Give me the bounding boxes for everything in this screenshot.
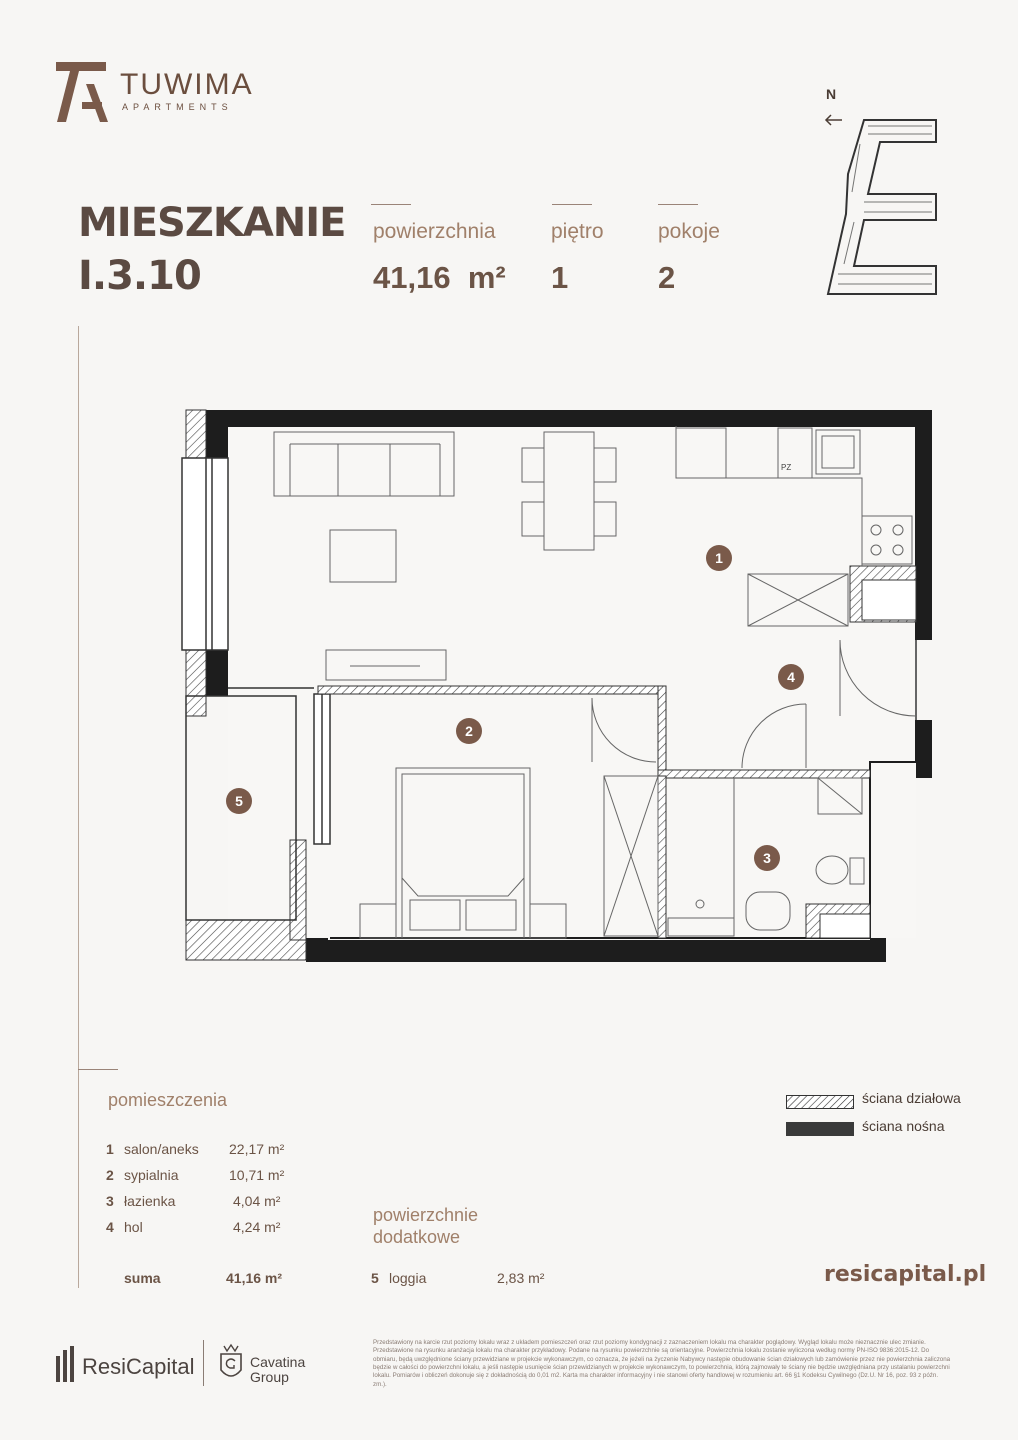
legal-disclaimer: Przedstawiony na karcie rzut poziomy lokalu wraz z układem pomieszczeń oraz rzut poziomy kondygnacji z zaznaczeniem lokalu ma charakter poglądowy. Wygląd lokalu może nieznacznie ulec zmianie. Przedstawione na rysunku aranżacja lokalu ma charakter przykładowy. Podane na rysunku powierzchnie są orientacyjne. Powierzchnia lokalu zostanie wyliczona według normy PN-ISO 9836:2015-12. Do obmiaru, będą uwzględnione ściany przewidziane w projekcie wykonawczym, co oznacza, że jeżeli na życzenie Nabywcy następie obudowanie ścian działowych lub zamówienie przez nie powierzchnia zaliczona będzie w całości do powierzchni lokalu, a jeśli następie usunięcie ścian przewidzianych w projekcie wykonawczym, to powierzchnia, którą zajmowały te ściany nie będzie uwzględniana przy ustalaniu powierzchni lokalu. Pomiarów i obliczeń dokonuje się z dokładnością do 0,01 m2. Karta ma charakter informacyjny i nie stanowi oferty handlowej w rozumieniu art. 66 §1 Kodeksu Cywilnego (Dz.U. Nr 16, poz. 93 z późn. zm.). [373,1339,951,1388]
area-label: powierzchnia [373,220,496,243]
table-divider [78,1069,118,1070]
legend-loadbearing-swatch [786,1122,854,1136]
stat-divider [371,204,411,205]
rooms-value: 2 [658,260,676,295]
cavatina-name: Cavatina Group [250,1354,306,1386]
additional-row: 5 loggia 2,83 m² [371,1270,545,1286]
rooms-table-heading: pomieszczenia [108,1090,228,1110]
tuwima-logo-icon [56,62,110,122]
compass-north: N [826,86,837,102]
building-keyplan-icon [824,114,939,299]
apartment-label: MIESZKANIE [78,200,346,246]
legend-partition-swatch [786,1095,854,1109]
room-marker-1: 1 [706,545,732,571]
room-marker-4: 4 [778,664,804,690]
floor-plan [180,400,960,980]
sum-label: suma [124,1270,161,1286]
room-marker-3: 3 [754,845,780,871]
stat-divider [552,204,592,205]
floor-value: 1 [551,260,569,295]
legend-partition-label: ściana działowa [862,1090,961,1106]
rooms-table [106,1141,306,1245]
resicapital-name: ResiCapital [82,1354,195,1379]
floor-label: piętro [551,220,604,243]
logo-title: TUWIMA [120,68,254,101]
brand-logo [56,62,266,122]
sum-value: 41,16 m² [226,1270,283,1286]
area-value: 41,16 m² [373,260,506,295]
table-row: 1 salon/aneks 22,17 m² [106,1141,285,1157]
website-link[interactable]: resicapital.pl [824,1262,987,1287]
legend-loadbearing-label: ściana nośna [862,1118,945,1134]
fridge-label: PZ [781,463,792,472]
cavatina-crest-icon [218,1342,244,1384]
additional-heading: powierzchnie dodatkowe [373,1205,479,1247]
footer-divider [203,1340,204,1386]
apartment-number: I.3.10 [78,253,201,299]
table-row: 4 hol 4,24 m² [106,1219,281,1235]
resicapital-bars-icon [56,1346,78,1382]
table-row: 3 łazienka 4,04 m² [106,1193,281,1209]
rooms-label: pokoje [658,220,720,243]
room-marker-5: 5 [226,788,252,814]
left-rule [78,326,79,1288]
room-marker-2: 2 [456,718,482,744]
table-row: 2 sypialnia 10,71 m² [106,1167,285,1183]
stat-divider [658,204,698,205]
logo-subtitle: APARTMENTS [122,102,233,112]
